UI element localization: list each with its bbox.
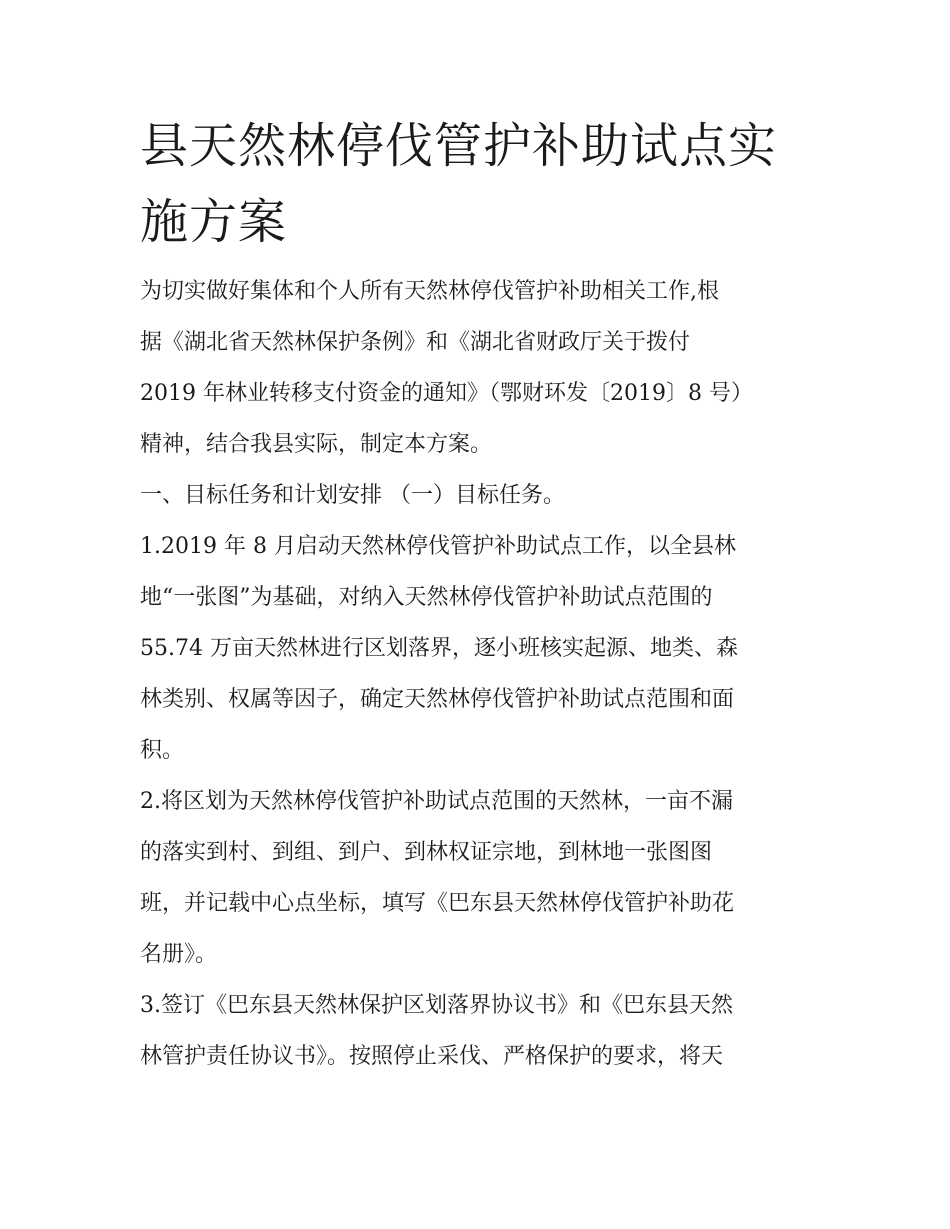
text-line: 地“一张图”为基础，对纳入天然林停伐管护补助试点范围的 <box>140 585 713 610</box>
text-line: 积。 <box>140 738 185 763</box>
title-line: 县天然林停伐管护补助试点实 <box>140 118 778 174</box>
document-page <box>140 108 820 1082</box>
text-line: 班，并记载中心点坐标，填写《巴东县天然林停伐管护补助花 <box>140 891 735 916</box>
title-line: 施方案 <box>140 194 288 250</box>
text-line: 1.2019 年 8 月启动天然林停伐管护补助试点工作，以全县林 <box>140 534 736 559</box>
text-line: 2019 年林业转移支付资金的通知》（鄂财环发〔2019〕8 号） <box>140 381 753 406</box>
text-line: 55.74 万亩天然林进行区划落界，逐小班核实起源、地类、森 <box>140 636 738 661</box>
text-line: 2.将区划为天然林停伐管护补助试点范围的天然林，一亩不漏 <box>140 789 733 814</box>
text-line: 据《湖北省天然林保护条例》和《湖北省财政厅关于拨付 <box>140 330 691 355</box>
item-1-paragraph <box>140 521 820 776</box>
text-line: 的落实到村、到组、到户、到林权证宗地，到林地一张图图 <box>140 840 713 865</box>
text-line: 名册》。 <box>140 942 218 967</box>
text-line: 林类别、权属等因子，确定天然林停伐管护补助试点范围和面 <box>140 687 735 712</box>
text-line: 林管护责任协议书》。按照停止采伐、严格保护的要求，将天 <box>140 1044 724 1069</box>
text-line: 一、目标任务和计划安排 （一）目标任务。 <box>140 483 565 508</box>
item-2-paragraph <box>140 776 820 980</box>
section-heading <box>140 470 820 521</box>
text-line: 精神，结合我县实际，制定本方案。 <box>140 432 493 457</box>
text-line: 3.签订《巴东县天然林保护区划落界协议书》和《巴东县天然 <box>140 993 733 1018</box>
text-line: 为切实做好集体和个人所有天然林停伐管护补助相关工作,根 <box>140 279 719 304</box>
item-3-paragraph <box>140 980 820 1082</box>
document-title <box>140 108 820 260</box>
intro-paragraph <box>140 266 820 470</box>
